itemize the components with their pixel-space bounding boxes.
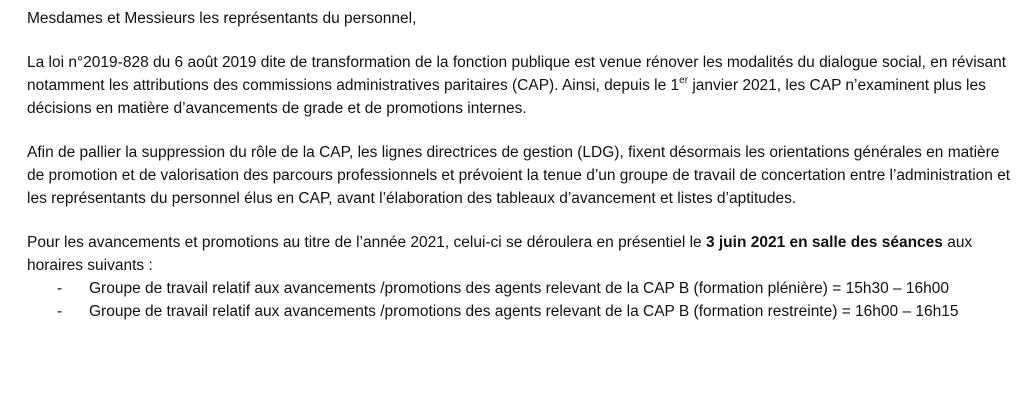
paragraph-ldg: Afin de pallier la suppression du rôle de la CAP, les lignes directrices de gestion (LDG), fixent désormais les orientations générales en matière de promotion et de valorisation des parcours professionnels et prévoient la tenue d’un groupe de travail de concertation entre l’administration et les représentants du personnel élus en CAP, avant l’élaboration des tableaux d’avancement et listes d’aptitudes. xyxy=(27,144,1011,207)
list-item xyxy=(27,277,1012,300)
list-item xyxy=(27,300,1012,323)
paragraph-schedule-text-end: aux horaires suivants : xyxy=(27,234,973,274)
meeting-date-location: 3 juin 2021 en salle des séances xyxy=(705,234,943,251)
paragraph-loi-text-end: janvier 2021, les CAP n’examinent plus les décisions en matière d’avancements de grade et de promotions internes. xyxy=(27,77,986,117)
schedule-list xyxy=(27,277,1012,323)
paragraph-spacer xyxy=(27,210,1012,231)
letter-body xyxy=(27,7,1012,323)
superscript-er: er xyxy=(679,74,689,86)
paragraph-schedule xyxy=(27,231,1012,277)
paragraph-spacer xyxy=(27,30,1012,51)
list-item-text: Groupe de travail relatif aux avancements /promotions des agents relevant de la CAP B (formation plénière) = 15h30 – 16h00 xyxy=(89,280,950,297)
list-item-text: Groupe de travail relatif aux avancements /promotions des agents relevant de la CAP B (formation restreinte) = 16h00 – 16h15 xyxy=(89,303,959,320)
paragraph-loi xyxy=(27,51,1012,120)
paragraph-spacer xyxy=(27,120,1012,141)
paragraph-loi-text-start: La loi n°2019-828 du 6 août 2019 dite de transformation de la fonction publique est venue rénover les modalités du dialogue social, en révisant notamment les attributions des commissions administratives paritaires (CAP). Ainsi, depuis le 1 xyxy=(27,54,1007,94)
list-dash: - xyxy=(57,303,63,320)
list-dash: - xyxy=(57,280,63,297)
paragraph-schedule-text-start: Pour les avancements et promotions au titre de l’année 2021, celui-ci se déroulera en présentiel le xyxy=(27,234,706,251)
salutation: Mesdames et Messieurs les représentants du personnel, xyxy=(27,10,417,27)
